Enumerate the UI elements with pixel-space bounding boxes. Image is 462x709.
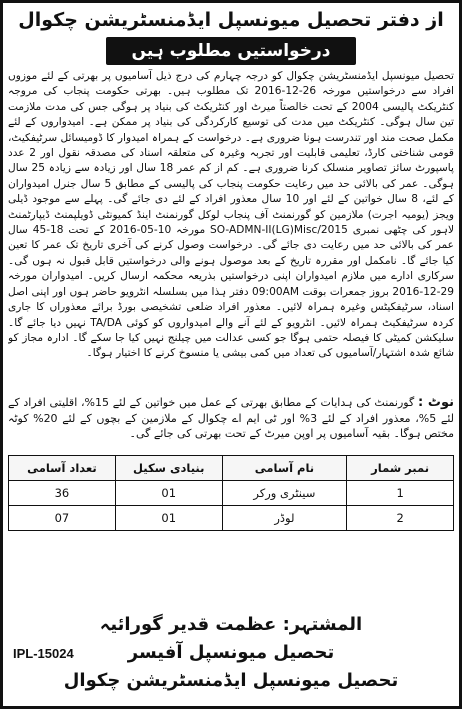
ipl-number: IPL-15024: [13, 646, 74, 661]
header-post-count: تعداد آسامی: [9, 456, 116, 481]
advertisement-body: [8, 69, 454, 393]
advertiser-office: تحصیل میونسپل ایڈمنسٹریشن چکوال: [63, 670, 399, 691]
row-basic-scale: 01: [115, 481, 222, 506]
applications-required-banner: درخواستیں مطلوب ہیں: [106, 37, 356, 65]
row-basic-scale: 01: [115, 506, 222, 531]
advertiser-designation: تحصیل میونسپل آفیسر: [127, 642, 335, 663]
table-row: [9, 506, 454, 531]
note-label: نوٹ :: [417, 395, 454, 410]
note-section: [8, 395, 454, 451]
row-post-name: سینٹری ورکر: [222, 481, 347, 506]
table-row: [9, 481, 454, 506]
header-post-name: نام آسامی: [222, 456, 347, 481]
note-text: گورنمنٹ کی ہدایات کے مطابق بھرتی کے عمل میں خواتین کے لئے 15%، اقلیتی افراد کے لئے 5%، معذور افراد کے لئے 3% اور ٹی ایم اے چکوال کے ملازمین کے بچوں کے لئے 20% کوٹہ مختص ہوگا۔ بقیہ آسامیوں پر اوپن میرٹ کے تحت بھرتی کی جائے گی۔: [8, 396, 454, 440]
row-post-count: 07: [9, 506, 116, 531]
row-post-count: 36: [9, 481, 116, 506]
advertiser-name: المشتہر: عظمت قدیر گورائیہ: [99, 614, 363, 635]
row-serial: 1: [347, 481, 454, 506]
office-header: از دفتر تحصیل میونسپل ایڈمنسٹریشن چکوال: [18, 9, 444, 31]
header-basic-scale: بنیادی سکیل: [115, 456, 222, 481]
body-paragraph: تحصیل میونسپل ایڈمنسٹریشن چکوال کو درجہ چہارم کی درج ذیل آسامیوں پر بھرتی کے لئے موزوں افراد سے درخواستیں مورخہ 26-12-2016 تک مطلوب ہیں۔ بھرتی حکومت پنجاب کی مروجہ کنٹریکٹ پالیسی 2004 کے تحت خالصتاً میرٹ اور کنٹریکٹ کی بنیاد پر ہوگی جس کی مدت ملازمت تین سال ہوگی۔ کنٹریکٹ میں مدت کی توسیع کارکردگی کی بنیاد پر ممکن ہے۔ امیدواروں کے لئے مکمل صحت مند اور تندرست ہونا ضروری ہے۔ درخواست کے ہمراہ امیدوار کا ڈومیسائل سرٹیفکیٹ، قومی شناختی کارڈ، تعلیمی قابلیت اور تجربہ وغیرہ کی متعلقہ اسناد کی مصدقہ نقول اور 2 عدد پاسپورٹ سائز تصاویر منسلک کرنا ضروری ہے۔ کم از کم عمر 18 سال اور زیادہ سے زیادہ 25 سال ہوگی۔ عمر کی بالائی حد میں رعایت حکومت پنجاب کی پالیسی کے مطابق 5 سال جنرل امیدواران کے لئے، 8 سال خواتین کے لئے اور 10 سال معذور افراد کے لئے دی جائے گی۔ پہلے سے موجود ڈیلی ویجز (یومیہ اجرت) ملازمین کو گورنمنٹ آف پنجاب لوکل گورنمنٹ اینڈ کمیونٹی ڈویلپمنٹ ڈیپارٹمنٹ لاہور کی چٹھی نمبری SO-ADMN-II(LG)Misc/2015 مورخہ 10-05-2016 کے تحت 18-45 سال عمر کی بالائی حد میں رعایت دی جائے گی۔ درخواست وصول کرنے کی آخری تاریخ تک عمر کا تعین کیا جائے گا۔ نامکمل اور مقررہ تاریخ کے بعد موصول ہونے والی درخواستیں قابل قبول نہ ہوں گی۔ سرکاری ادارے میں ملازم امیدواران اپنی درخواستیں بذریعہ محکمہ ارسال کریں۔ امیدواران مورخہ 29-12-2016 بروز جمعرات بوقت 09:00AM دفتر ہذا میں بسلسلہ انٹرویو حاضر ہوں اور اپنی اصل اسناد، سرٹیفکیٹس وغیرہ ہمراہ لائیں۔ معذور افراد ضلعی تشخیصی بورڈ برائے معذوراں کا جاری کردہ سرٹیفکیٹ ہمراہ لائیں۔ انٹرویو کے لئے آنے والے امیدواروں کو کوئی TA/DA نہیں دیا جائے گا۔ سلیکشن کمیٹی کا فیصلہ حتمی ہوگا جو کسی عدالت میں چیلنج نہیں کیا جا سکے گا۔ ادارہ مجاز کو شائع شدہ اشتہار/آسامیوں کی تعداد میں کمی بیشی یا منسوخ کرنے کا اختیار ہوگا۔: [8, 70, 454, 360]
header-serial: نمبر شمار: [347, 456, 454, 481]
row-post-name: لوڈر: [222, 506, 347, 531]
table-header-row: [9, 456, 454, 481]
posts-table: [8, 455, 454, 531]
row-serial: 2: [347, 506, 454, 531]
